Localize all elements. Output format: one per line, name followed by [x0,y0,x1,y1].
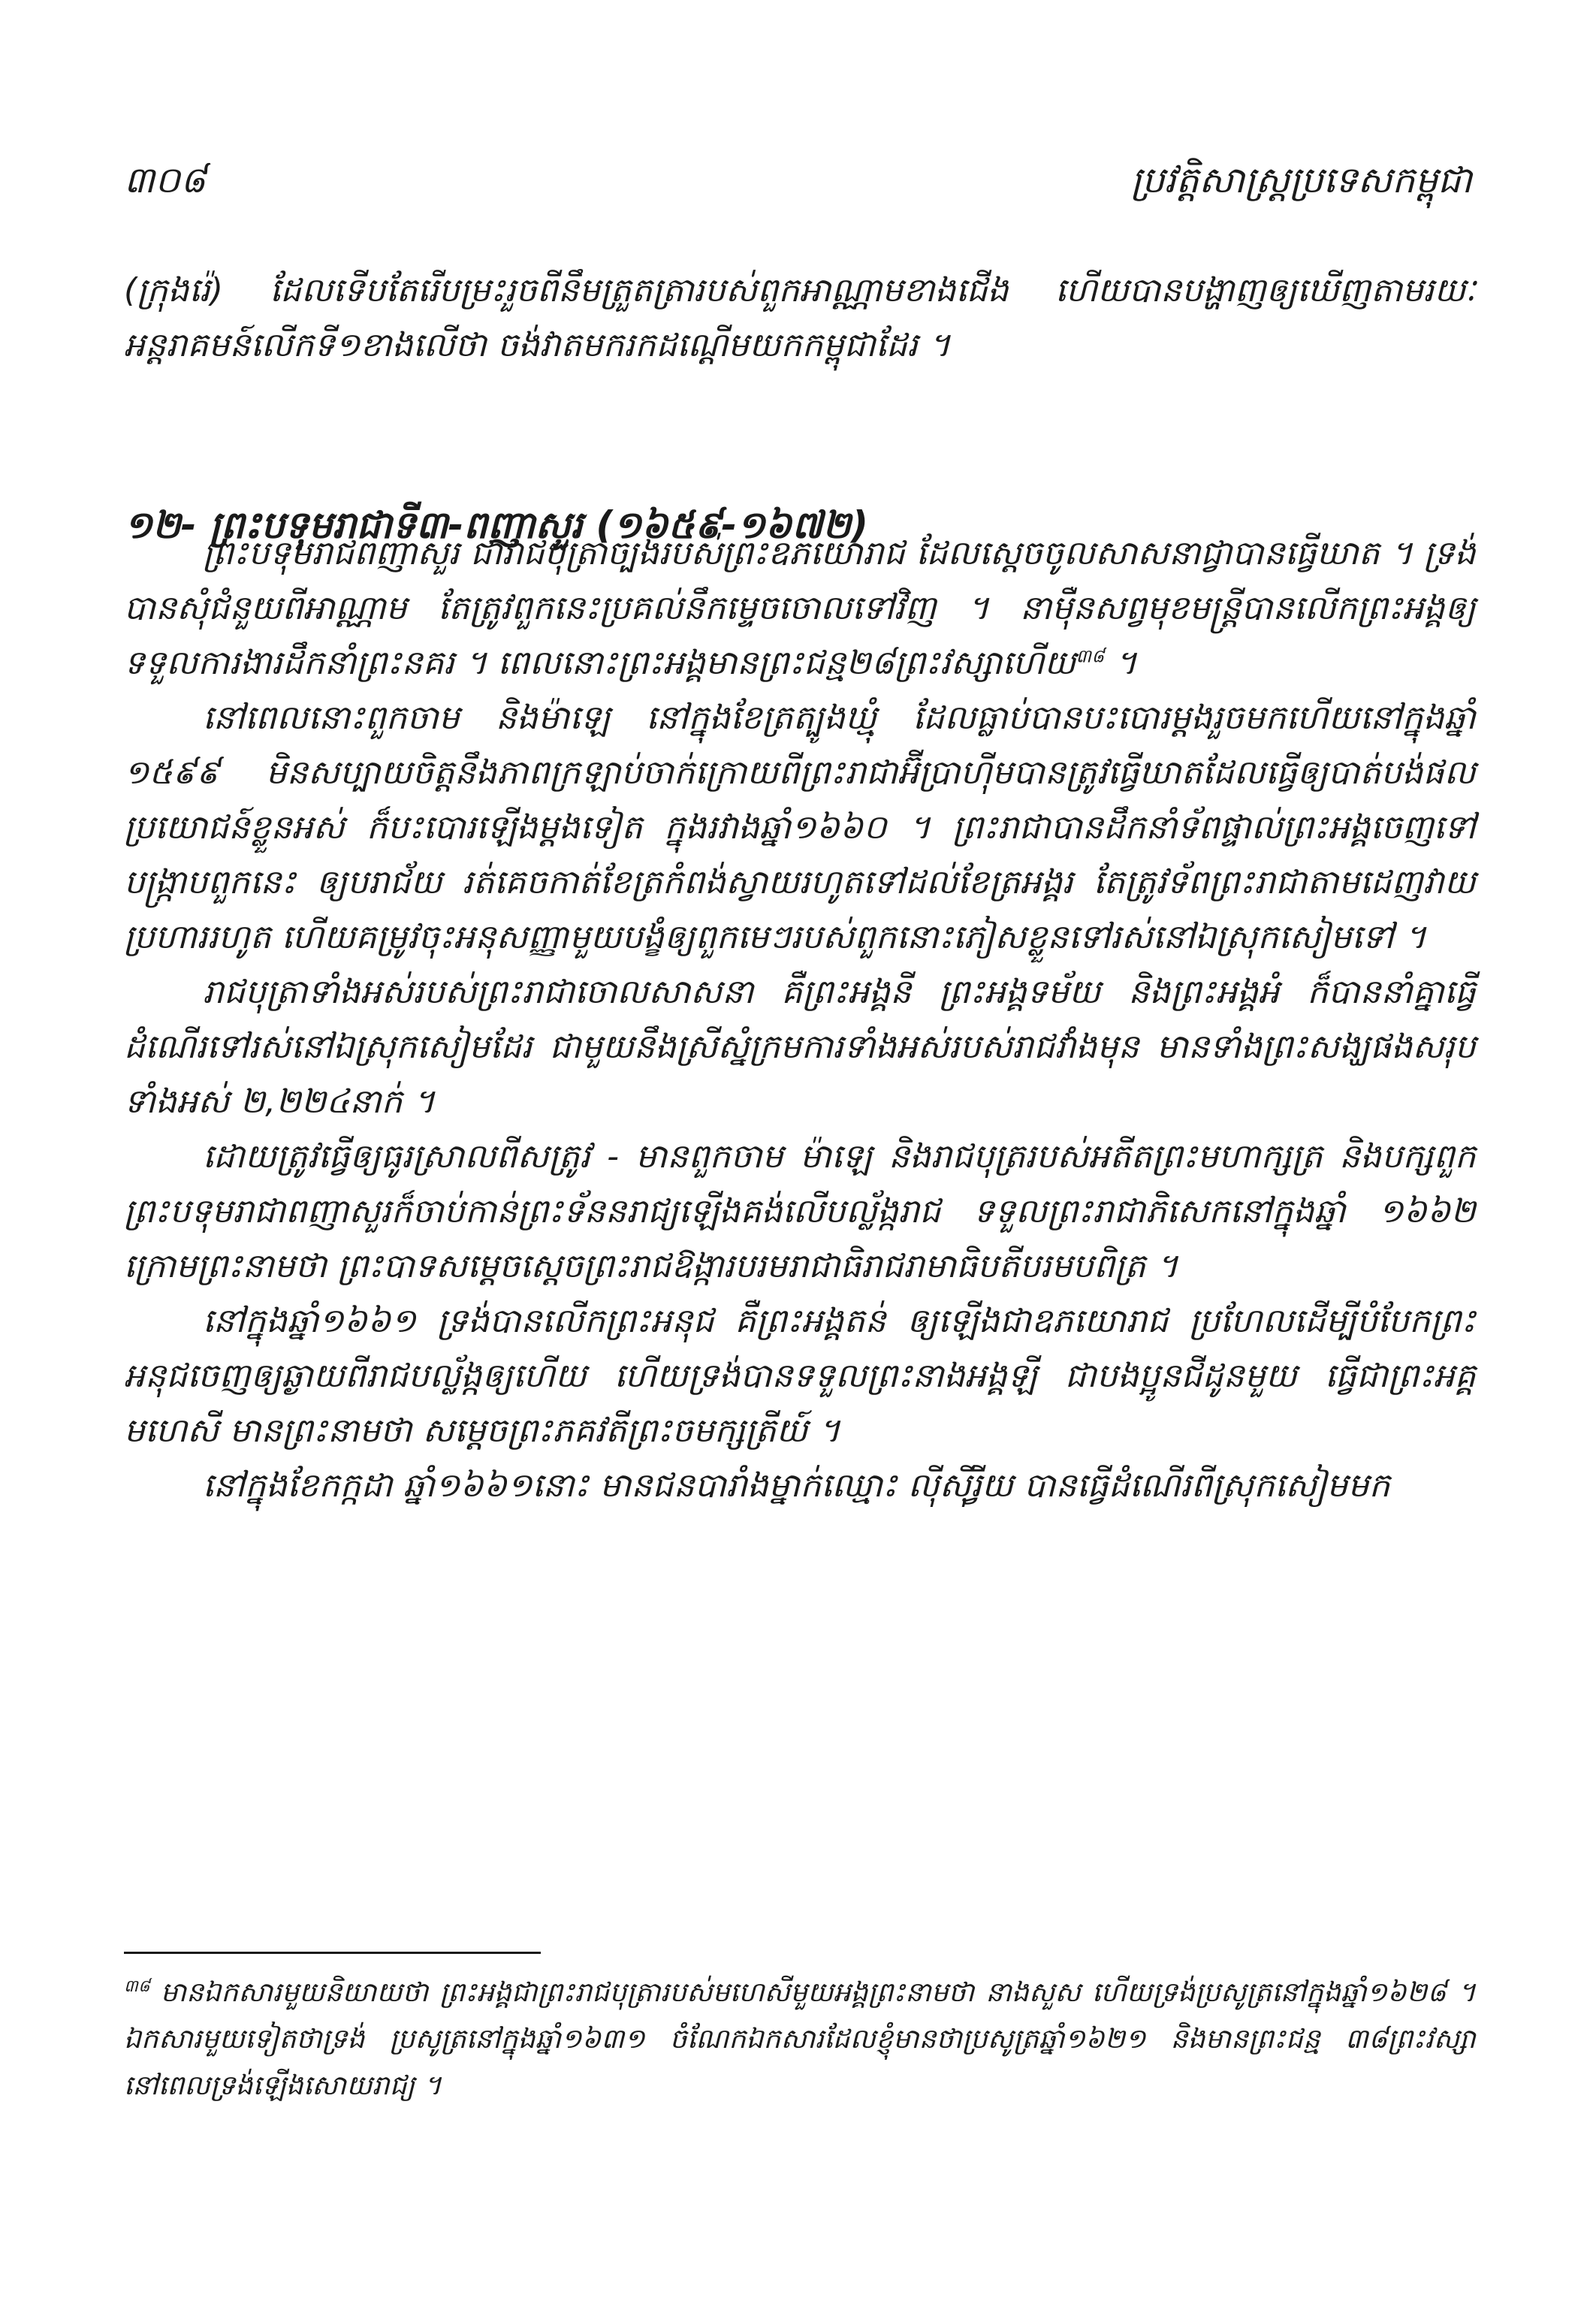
paragraph-1-end: ។ [1104,644,1137,682]
intro-text [124,263,1476,373]
paragraph-1-text: ព្រះបទុមរាជពញាសួរ ជារាជបុត្រាច្បងរបស់ព្រះឧភយោរាជ ដែលស្ដេចចូលសាសនាជ្វាបានធ្វើឃាត ។ ទ្រង់បានសុំជំនួយពីអាណ្ណាម តែត្រូវពួកនេះប្រគល់នឹកម្ទេចចោលទៅវិញ ។ នាម៉ឺនសព្វមុខមន្ត្រីបានលើកព្រះអង្គឲ្យទទួលការងារដឹកនាំព្រះនគរ ។ ពេលនោះព្រះអង្គមានព្រះជន្ម២៨ព្រះវស្សាហើយ [124,534,1476,682]
main-text [124,526,1476,1513]
footnote-text: មានឯកសារមួយនិយាយថា ព្រះអង្គជាព្រះរាជបុត្រារបស់មហេសីមួយអង្គព្រះនាមថា នាងសួស ហើយទ្រង់ប្រសូត្រនៅក្នុងឆ្នាំ១៦២៨ ។ ឯកសារមួយទៀតថាទ្រង់ ប្រសូត្រនៅក្នុងឆ្នាំ១៦៣១ ចំណែកឯកសារដែលខ្ញុំមានថាប្រសូត្រឆ្នាំ១៦២១ និងមានព្រះជន្ម ៣៨ព្រះវស្សា នៅពេលទ្រង់ឡើងសោយរាជ្យ ។ [124,1977,1476,2101]
footnote-38 [124,1970,1476,2109]
intro-paragraph: (ក្រុងរ៉េ) ដែលទើបតែរើបម្រះរួចពីនឹមត្រួតត្រារបស់ពួកអាណ្ណាមខាងជើង ហើយបានបង្ហាញឲ្យឃើញតាមរយៈអន្តរាគមន៍លើកទី១ខាងលើថា ចង់វាតមករកដណ្ដើមយកកម្ពុជាដែរ ។ [124,271,1476,364]
paragraph-3: រាជបុត្រាទាំងអស់របស់ព្រះរាជាចោលសាសនា គឺព្រះអង្គនី ព្រះអង្គទម័យ និងព្រះអង្គអំ ក៏បាននាំគ្នាធ្វើដំណើរទៅរស់នៅឯស្រុកសៀមដែរ ជាមួយនឹងស្រីស្នំក្រមការទាំងអស់របស់រាជវាំងមុន មានទាំងព្រះសង្ឃផងសរុបទាំងអស់ ២,២២៤នាក់ ។ [124,973,1476,1121]
section-heading: ១២- ព្រះបទុមរាជាទី៣-ពញាសួរ (១៦៥៩-១៦៧២) [124,503,868,547]
page-number: ៣០៨ [124,159,206,201]
footnote-reference[interactable]: ៣៨ [1076,645,1105,667]
paragraph-2: នៅពេលនោះពួកចាម និងម៉ាឡេ នៅក្នុងខែត្រត្បូងឃ្មុំ ដែលធ្លាប់បានបះបោរម្ដងរួចមកហើយនៅក្នុងឆ្នាំ ១៥៩៩ មិនសប្បាយចិត្តនឹងភាពក្រឡាប់ចាក់ក្រោយពីព្រះរាជាអ៊ីប្រាហ៊ីមបានត្រូវធ្វើឃាតដែលធ្វើឲ្យបាត់បង់ផលប្រយោជន៍ខ្លួនអស់ ក៏បះបោរឡើងម្ដងទៀត ក្នុងរវាងឆ្នាំ១៦៦០ ។ ព្រះរាជាបានដឹកនាំទ័ពផ្ទាល់ព្រះអង្គចេញទៅបង្ក្រាបពួកនេះ ឲ្យបរាជ័យ រត់គេចកាត់ខែត្រកំពង់ស្វាយរហូតទៅដល់ខែត្រអង្គរ តែត្រូវទ័ពព្រះរាជាតាមដេញវាយប្រហាររហូត ហើយគម្រូវចុះអនុសញ្ញាមួយបង្ខំឲ្យពួកមេៗរបស់ពួកនោះភៀសខ្លួនទៅរស់នៅឯស្រុកសៀមទៅ ។ [124,699,1476,956]
paragraph-4: ដោយត្រូវធ្វើឲ្យធូរស្រាលពីសត្រូវ - មានពួកចាម ម៉ាឡេ និងរាជបុត្ររបស់អតីតព្រះមហាក្សត្រ និងបក្សពួក ព្រះបទុមរាជាពញាសួរក៏ចាប់កាន់ព្រះទ័ននរាជ្យឡើងគង់លើបល្ល័ង្ករាជ ទទួលព្រះរាជាភិសេកនៅក្នុងឆ្នាំ ១៦៦២ ក្រោមព្រះនាមថា ព្រះបាទសម្ដេចស្ដេចព្រះរាជឱង្ការបរមរាជាធិរាជរាមាធិបតីបរមបពិត្រ ។ [124,1137,1476,1285]
paragraph-5: នៅក្នុងឆ្នាំ១៦៦១ ទ្រង់បានលើកព្រះអនុជ គឺព្រះអង្គតន់ ឲ្យឡើងជាឧភយោរាជ ប្រហែលដើម្បីបំបែកព្រះអនុជចេញឲ្យឆ្ងាយពីរាជបល្ល័ង្កឲ្យហើយ ហើយទ្រង់បានទទួលព្រះនាងអង្គឡី ជាបងប្អូនជីដូនមួយ ធ្វើជាព្រះអគ្គមហេសី មានព្រះនាមថា សម្ដេចព្រះភគវតីព្រះចមក្សត្រីយ៍ ។ [124,1302,1476,1450]
footnotes [124,1970,1476,2109]
paragraph-6: នៅក្នុងខែកក្កដា ឆ្នាំ១៦៦១នោះ មានជនបារាំងម្នាក់ឈ្មោះ លុីសុីរ្វីយ បានធ្វើដំណើរពីស្រុកសៀមមក [203,1466,1390,1505]
paragraph-1 [124,526,1476,690]
page-header [124,158,1472,218]
footnote-number: ៣៨ [124,1977,150,1996]
running-head: ប្រវត្តិសាស្ត្រប្រទេសកម្ពុជា [1130,159,1472,201]
footnote-divider [124,1952,541,1954]
